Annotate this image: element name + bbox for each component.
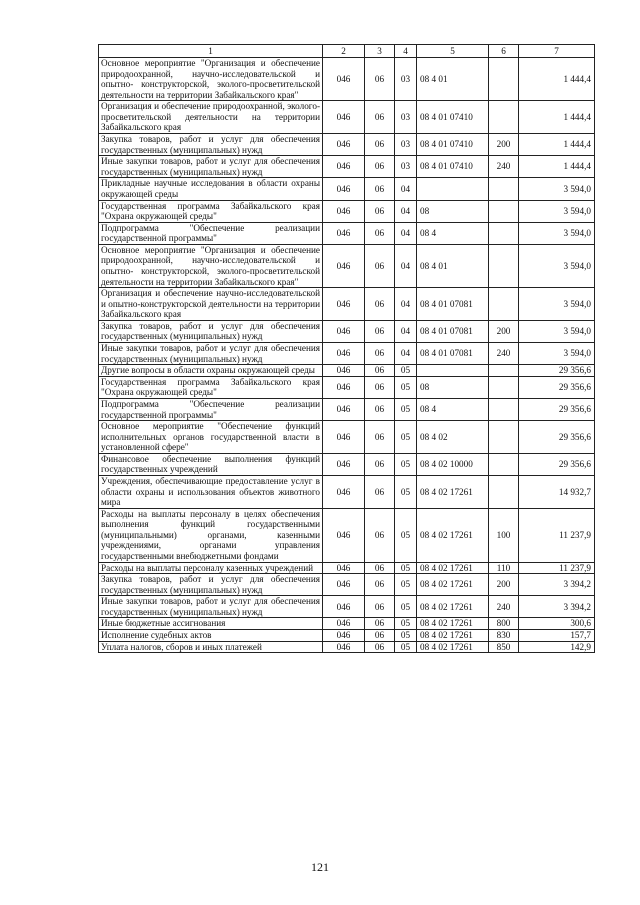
header-row: [99, 45, 595, 58]
cell-section: 06: [365, 376, 395, 398]
cell-expense-type: [489, 200, 519, 222]
cell-target-article: 08 4 02 17261: [417, 618, 489, 630]
cell-section: 06: [365, 508, 395, 562]
row-name: Иные закупки товаров, работ и услуг для обеспечения государственных (муниципальных) нужд: [99, 343, 323, 365]
cell-amount: 3 594,0: [519, 200, 595, 222]
cell-section: 06: [365, 222, 395, 244]
budget-table: [98, 44, 595, 653]
cell-amount: 29 356,6: [519, 398, 595, 420]
row-name: Прикладные научные исследования в области охраны окружающей среды: [99, 178, 323, 200]
cell-section: 06: [365, 288, 395, 321]
cell-section: 06: [365, 58, 395, 101]
row-name: Учреждения, обеспечивающие предоставление услуг в области охраны и использования объектов животного мира: [99, 475, 323, 508]
cell-amount: 1 444,4: [519, 58, 595, 101]
cell-target-article: [417, 365, 489, 377]
cell-expense-type: [489, 244, 519, 287]
cell-target-article: 08 4 01 07410: [417, 156, 489, 178]
cell-subsection: 04: [395, 343, 417, 365]
row-name: Закупка товаров, работ и услуг для обеспечения государственных (муниципальных) нужд: [99, 320, 323, 342]
cell-expense-type: 200: [489, 320, 519, 342]
column-header: 7: [519, 45, 595, 58]
cell-expense-type: [489, 376, 519, 398]
table-row: [99, 134, 595, 156]
table-row: [99, 508, 595, 562]
cell-expense-type: 240: [489, 156, 519, 178]
cell-expense-type: [489, 398, 519, 420]
cell-amount: 29 356,6: [519, 453, 595, 475]
cell-section: 06: [365, 618, 395, 630]
cell-amount: 1 444,4: [519, 134, 595, 156]
cell-amount: 29 356,6: [519, 365, 595, 377]
table-row: [99, 365, 595, 377]
cell-target-article: 08 4: [417, 222, 489, 244]
cell-code-admin: 046: [323, 320, 365, 342]
cell-code-admin: 046: [323, 453, 365, 475]
table-row: [99, 574, 595, 596]
cell-amount: 3 594,0: [519, 244, 595, 287]
cell-amount: 142,9: [519, 641, 595, 653]
row-name: Подпрограмма "Обеспечение реализации государственной программы": [99, 222, 323, 244]
table-row: [99, 453, 595, 475]
cell-section: 06: [365, 101, 395, 134]
cell-expense-type: [489, 101, 519, 134]
row-name: Основное мероприятие "Организация и обеспечение природоохранной, научно-исследовательской и опытно- конструкторской, эколого-просветительской деятельности на территории Забайкальского края": [99, 244, 323, 287]
row-name: Уплата налогов, сборов и иных платежей: [99, 641, 323, 653]
cell-subsection: 05: [395, 618, 417, 630]
row-name: Другие вопросы в области охраны окружающей среды: [99, 365, 323, 377]
cell-section: 06: [365, 398, 395, 420]
column-header: 1: [99, 45, 323, 58]
cell-expense-type: [489, 288, 519, 321]
table-row: [99, 288, 595, 321]
cell-target-article: 08 4 01: [417, 58, 489, 101]
row-name: Основное мероприятие "Организация и обеспечение природоохранной, научно-исследовательской и опытно- конструкторской, эколого-просветительской деятельности на территории Забайкальского края": [99, 58, 323, 101]
cell-subsection: 03: [395, 58, 417, 101]
cell-subsection: 03: [395, 101, 417, 134]
cell-code-admin: 046: [323, 376, 365, 398]
cell-expense-type: [489, 58, 519, 101]
row-name: Расходы на выплаты персоналу в целях обеспечения выполнения функций государственными (муниципальными) органами, казенными учреждениями, органами управления государственными внебюджетными фондами: [99, 508, 323, 562]
cell-section: 06: [365, 365, 395, 377]
table-row: [99, 398, 595, 420]
table-row: [99, 562, 595, 574]
cell-target-article: 08: [417, 376, 489, 398]
cell-subsection: 05: [395, 421, 417, 454]
row-name: Организация и обеспечение научно-исследовательской и опытно-конструкторской деятельности на территории Забайкальского края: [99, 288, 323, 321]
cell-section: 06: [365, 596, 395, 618]
cell-section: 06: [365, 562, 395, 574]
cell-section: 06: [365, 475, 395, 508]
cell-code-admin: 046: [323, 641, 365, 653]
cell-expense-type: [489, 178, 519, 200]
cell-expense-type: 850: [489, 641, 519, 653]
cell-amount: 1 444,4: [519, 156, 595, 178]
cell-expense-type: 200: [489, 134, 519, 156]
cell-amount: 3 594,0: [519, 343, 595, 365]
row-name: Организация и обеспечение природоохранной, эколого-просветительской деятельности на территории Забайкальского края: [99, 101, 323, 134]
cell-subsection: 05: [395, 596, 417, 618]
cell-target-article: 08 4 02 17261: [417, 596, 489, 618]
row-name: Иные закупки товаров, работ и услуг для обеспечения государственных (муниципальных) нужд: [99, 596, 323, 618]
cell-expense-type: 200: [489, 574, 519, 596]
cell-expense-type: 830: [489, 630, 519, 642]
row-name: Исполнение судебных актов: [99, 630, 323, 642]
cell-amount: 11 237,9: [519, 562, 595, 574]
table-row: [99, 101, 595, 134]
table-row: [99, 58, 595, 101]
cell-target-article: 08 4 02 17261: [417, 508, 489, 562]
cell-code-admin: 046: [323, 244, 365, 287]
cell-target-article: 08 4 01 07410: [417, 134, 489, 156]
cell-code-admin: 046: [323, 475, 365, 508]
cell-code-admin: 046: [323, 618, 365, 630]
row-name: Финансовое обеспечение выполнения функций государственных учреждений: [99, 453, 323, 475]
cell-expense-type: [489, 475, 519, 508]
cell-amount: 11 237,9: [519, 508, 595, 562]
cell-amount: 3 594,0: [519, 178, 595, 200]
cell-target-article: 08 4 02: [417, 421, 489, 454]
table-row: [99, 376, 595, 398]
column-header: 2: [323, 45, 365, 58]
cell-section: 06: [365, 244, 395, 287]
row-name: Государственная программа Забайкальского края "Охрана окружающей среды": [99, 200, 323, 222]
cell-code-admin: 046: [323, 574, 365, 596]
cell-target-article: 08: [417, 200, 489, 222]
column-header: 4: [395, 45, 417, 58]
cell-code-admin: 046: [323, 596, 365, 618]
cell-amount: 3 594,0: [519, 288, 595, 321]
cell-target-article: 08 4 01 07081: [417, 343, 489, 365]
cell-subsection: 05: [395, 398, 417, 420]
cell-expense-type: [489, 421, 519, 454]
cell-target-article: 08 4: [417, 398, 489, 420]
cell-subsection: 05: [395, 508, 417, 562]
cell-code-admin: 046: [323, 365, 365, 377]
cell-expense-type: 110: [489, 562, 519, 574]
cell-target-article: 08 4 01 07081: [417, 288, 489, 321]
cell-code-admin: 046: [323, 398, 365, 420]
table-row: [99, 630, 595, 642]
cell-subsection: 05: [395, 574, 417, 596]
cell-target-article: 08 4 02 17261: [417, 475, 489, 508]
cell-subsection: 05: [395, 641, 417, 653]
table-row: [99, 343, 595, 365]
cell-expense-type: [489, 365, 519, 377]
cell-subsection: 04: [395, 288, 417, 321]
cell-code-admin: 046: [323, 178, 365, 200]
cell-amount: 29 356,6: [519, 376, 595, 398]
cell-target-article: 08 4 02 10000: [417, 453, 489, 475]
cell-target-article: 08 4 02 17261: [417, 574, 489, 596]
cell-subsection: 05: [395, 376, 417, 398]
cell-expense-type: 800: [489, 618, 519, 630]
cell-amount: 14 932,7: [519, 475, 595, 508]
column-header: 6: [489, 45, 519, 58]
cell-expense-type: 100: [489, 508, 519, 562]
cell-section: 06: [365, 200, 395, 222]
cell-code-admin: 046: [323, 630, 365, 642]
table-row: [99, 222, 595, 244]
cell-subsection: 05: [395, 453, 417, 475]
cell-section: 06: [365, 134, 395, 156]
cell-subsection: 05: [395, 562, 417, 574]
cell-section: 06: [365, 320, 395, 342]
cell-target-article: 08 4 02 17261: [417, 630, 489, 642]
cell-target-article: [417, 178, 489, 200]
cell-code-admin: 046: [323, 134, 365, 156]
cell-code-admin: 046: [323, 156, 365, 178]
cell-amount: 157,7: [519, 630, 595, 642]
cell-amount: 300,6: [519, 618, 595, 630]
cell-section: 06: [365, 453, 395, 475]
cell-code-admin: 046: [323, 288, 365, 321]
page-number: 121: [311, 860, 329, 874]
row-name: Государственная программа Забайкальского края "Охрана окружающей среды": [99, 376, 323, 398]
cell-expense-type: [489, 222, 519, 244]
cell-subsection: 04: [395, 222, 417, 244]
row-name: Закупка товаров, работ и услуг для обеспечения государственных (муниципальных) нужд: [99, 134, 323, 156]
cell-subsection: 04: [395, 178, 417, 200]
table-row: [99, 641, 595, 653]
cell-subsection: 05: [395, 630, 417, 642]
cell-code-admin: 046: [323, 343, 365, 365]
table-row: [99, 475, 595, 508]
row-name: Расходы на выплаты персоналу казенных учреждений: [99, 562, 323, 574]
cell-expense-type: 240: [489, 343, 519, 365]
cell-amount: 3 594,0: [519, 222, 595, 244]
table-row: [99, 200, 595, 222]
cell-section: 06: [365, 630, 395, 642]
cell-section: 06: [365, 343, 395, 365]
row-name: Иные бюджетные ассигнования: [99, 618, 323, 630]
cell-section: 06: [365, 156, 395, 178]
cell-section: 06: [365, 178, 395, 200]
cell-target-article: 08 4 01: [417, 244, 489, 287]
column-header: 3: [365, 45, 395, 58]
cell-code-admin: 046: [323, 222, 365, 244]
table-row: [99, 178, 595, 200]
cell-section: 06: [365, 421, 395, 454]
cell-code-admin: 046: [323, 101, 365, 134]
cell-subsection: 05: [395, 365, 417, 377]
row-name: Основное мероприятие "Обеспечение функций исполнительных органов государственной власти в установленной сфере": [99, 421, 323, 454]
cell-code-admin: 046: [323, 58, 365, 101]
table-row: [99, 244, 595, 287]
cell-amount: 29 356,6: [519, 421, 595, 454]
cell-subsection: 03: [395, 134, 417, 156]
cell-target-article: 08 4 01 07081: [417, 320, 489, 342]
cell-subsection: 03: [395, 156, 417, 178]
row-name: Закупка товаров, работ и услуг для обеспечения государственных (муниципальных) нужд: [99, 574, 323, 596]
cell-amount: 3 394,2: [519, 574, 595, 596]
cell-section: 06: [365, 574, 395, 596]
cell-section: 06: [365, 641, 395, 653]
cell-code-admin: 046: [323, 421, 365, 454]
table-row: [99, 156, 595, 178]
cell-subsection: 04: [395, 320, 417, 342]
table-row: [99, 320, 595, 342]
cell-subsection: 04: [395, 200, 417, 222]
cell-amount: 3 594,0: [519, 320, 595, 342]
cell-subsection: 05: [395, 475, 417, 508]
cell-target-article: 08 4 02 17261: [417, 641, 489, 653]
row-name: Подпрограмма "Обеспечение реализации государственной программы": [99, 398, 323, 420]
column-header: 5: [417, 45, 489, 58]
cell-amount: 3 394,2: [519, 596, 595, 618]
cell-expense-type: 240: [489, 596, 519, 618]
cell-code-admin: 046: [323, 508, 365, 562]
cell-expense-type: [489, 453, 519, 475]
table-row: [99, 421, 595, 454]
cell-target-article: 08 4 02 17261: [417, 562, 489, 574]
row-name: Иные закупки товаров, работ и услуг для обеспечения государственных (муниципальных) нужд: [99, 156, 323, 178]
table-row: [99, 596, 595, 618]
cell-code-admin: 046: [323, 200, 365, 222]
cell-amount: 1 444,4: [519, 101, 595, 134]
cell-subsection: 04: [395, 244, 417, 287]
cell-code-admin: 046: [323, 562, 365, 574]
table-row: [99, 618, 595, 630]
cell-target-article: 08 4 01 07410: [417, 101, 489, 134]
